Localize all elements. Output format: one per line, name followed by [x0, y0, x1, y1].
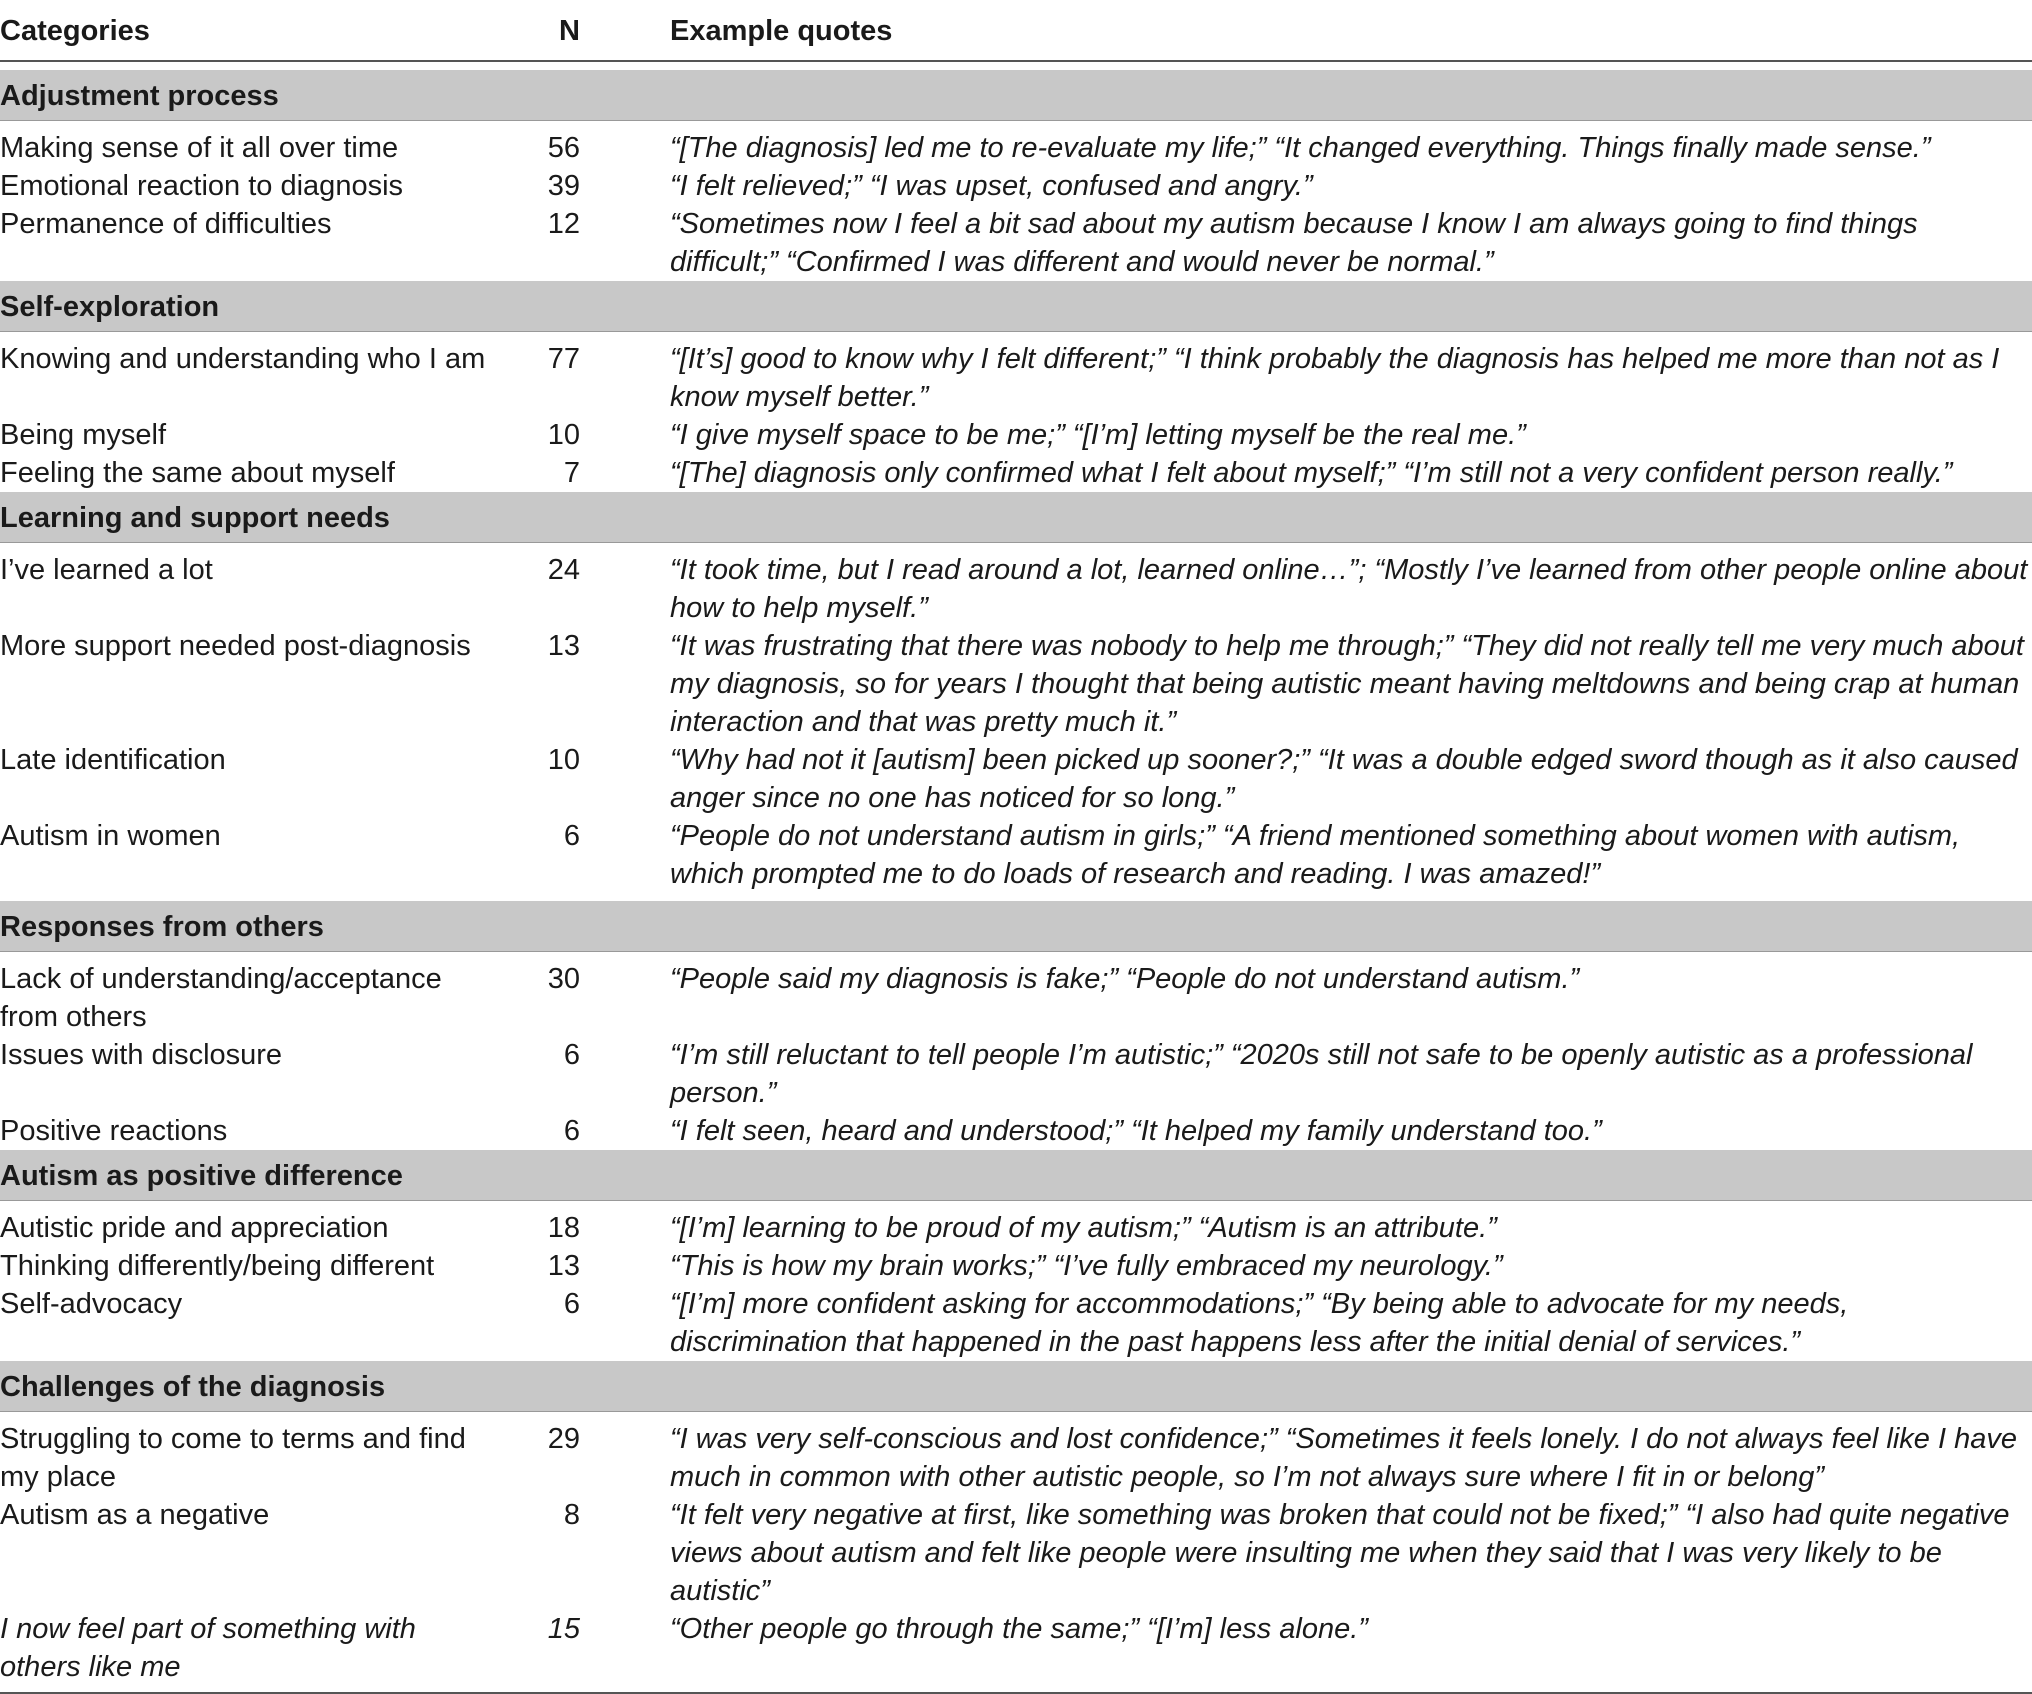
- n-cell: 10: [547, 744, 580, 776]
- section-title: Adjustment process: [0, 70, 2032, 121]
- table-row: [0, 129, 2032, 167]
- n-cell: 12: [547, 208, 580, 240]
- header-example-quotes: Example quotes: [670, 0, 2032, 61]
- section-title: Responses from others: [0, 901, 2032, 952]
- section-title: Autism as positive difference: [0, 1150, 2032, 1201]
- quote-cell: “People said my diagnosis is fake;” “People do not understand autism.”: [670, 963, 1580, 995]
- n-cell: 77: [547, 343, 580, 375]
- quote-cell: “[The] diagnosis only confirmed what I felt about myself;” “I’m still not a very confident person really.”: [670, 457, 1953, 489]
- category-cell: Late identification: [0, 744, 226, 776]
- quote-cell: “I give myself space to be me;” “[I’m] letting myself be the real me.”: [670, 419, 1526, 451]
- section-header: [0, 1361, 2032, 1412]
- category-cell: More support needed post-diagnosis: [0, 630, 471, 662]
- quote-cell: “It took time, but I read around a lot, learned online…”; “Mostly I’ve learned from other people online about how to help myself.”: [670, 554, 2028, 624]
- table-row: [0, 817, 2032, 893]
- category-cell: Thinking differently/being different: [0, 1250, 435, 1282]
- n-cell: 6: [563, 820, 580, 852]
- table-row: [0, 1209, 2032, 1247]
- section-title: Learning and support needs: [0, 492, 2032, 543]
- n-cell: 8: [563, 1499, 580, 1531]
- header-row: [0, 0, 2032, 61]
- section-header: [0, 70, 2032, 121]
- section-header: [0, 492, 2032, 543]
- table-row: [0, 627, 2032, 741]
- n-cell: 7: [563, 457, 580, 489]
- n-cell: 56: [547, 132, 580, 164]
- n-cell: 15: [500, 1610, 580, 1693]
- quote-cell: “Other people go through the same;” “[I’m] less alone.”: [670, 1610, 2032, 1693]
- quote-cell: “It felt very negative at first, like something was broken that could not be fixed;” “I also had quite negative views about autism and felt like people were insulting me when they said that I was very likely to be autistic”: [670, 1499, 2010, 1607]
- category-cell: Issues with disclosure: [0, 1039, 283, 1071]
- section-header: [0, 281, 2032, 332]
- quote-cell: “Why had not it [autism] been picked up sooner?;” “It was a double edged sword though as it also caused anger since no one has noticed for so long.”: [670, 744, 2018, 814]
- category-cell: Making sense of it all over time: [0, 132, 399, 164]
- table-row: [0, 1112, 2032, 1150]
- category-cell: Autism as a negative: [0, 1499, 270, 1531]
- category-cell: Lack of understanding/acceptance from others: [0, 963, 442, 1033]
- category-cell: Permanence of difficulties: [0, 208, 332, 240]
- n-cell: 13: [547, 1250, 580, 1282]
- n-cell: 10: [547, 419, 580, 451]
- table-row: [0, 1247, 2032, 1285]
- n-cell: 30: [547, 963, 580, 995]
- quote-cell: “I’m still reluctant to tell people I’m autistic;” “2020s still not safe to be openly autistic as a professional person.”: [670, 1039, 1973, 1109]
- category-cell: Struggling to come to terms and find my place: [0, 1423, 466, 1493]
- category-cell: I now feel part of something with others like me: [0, 1610, 500, 1693]
- category-cell: Knowing and understanding who I am: [0, 343, 486, 375]
- n-cell: 24: [547, 554, 580, 586]
- table-row: [0, 741, 2032, 817]
- section-title: Challenges of the diagnosis: [0, 1361, 2032, 1412]
- n-cell: 6: [563, 1115, 580, 1147]
- header-n: N: [500, 0, 580, 61]
- table-row: [0, 551, 2032, 627]
- quote-cell: “This is how my brain works;” “I’ve fully embraced my neurology.”: [670, 1250, 1503, 1282]
- quote-cell: “I felt relieved;” “I was upset, confused and angry.”: [670, 170, 1313, 202]
- category-cell: Autistic pride and appreciation: [0, 1212, 389, 1244]
- section-title: Self-exploration: [0, 281, 2032, 332]
- table-row: [0, 1610, 2032, 1693]
- category-cell: Feeling the same about myself: [0, 457, 395, 489]
- quote-cell: “[It’s] good to know why I felt different;” “I think probably the diagnosis has helped me more than not as I know myself better.”: [670, 343, 2000, 413]
- table-row: [0, 1036, 2032, 1112]
- quote-cell: “[I’m] more confident asking for accommodations;” “By being able to advocate for my needs, discrimination that happened in the past happens less after the initial denial of services.”: [670, 1288, 1849, 1358]
- table-row: [0, 1420, 2032, 1496]
- table-row: [0, 1285, 2032, 1361]
- quote-cell: “I was very self-conscious and lost confidence;” “Sometimes it feels lonely. I do not always feel like I have much in common with other autistic people, so I’m not always sure where I fit in or belong”: [670, 1423, 2017, 1493]
- quote-cell: “I felt seen, heard and understood;” “It helped my family understand too.”: [670, 1115, 1602, 1147]
- n-cell: 6: [563, 1039, 580, 1071]
- table-row: [0, 1496, 2032, 1610]
- category-cell: Self-advocacy: [0, 1288, 183, 1320]
- table-row: [0, 454, 2032, 492]
- quote-cell: “People do not understand autism in girls;” “A friend mentioned something about women with autism, which prompted me to do loads of research and reading. I was amazed!”: [670, 820, 1961, 890]
- n-cell: 18: [547, 1212, 580, 1244]
- quote-cell: “[The diagnosis] led me to re-evaluate my life;” “It changed everything. Things finally made sense.”: [670, 132, 1931, 164]
- header-categories: Categories: [0, 0, 500, 61]
- category-cell: Autism in women: [0, 820, 221, 852]
- table-row: [0, 205, 2032, 281]
- category-cell: Positive reactions: [0, 1115, 228, 1147]
- table-row: [0, 167, 2032, 205]
- category-cell: Emotional reaction to diagnosis: [0, 170, 404, 202]
- category-cell: I’ve learned a lot: [0, 554, 213, 586]
- n-cell: 39: [547, 170, 580, 202]
- n-cell: 13: [547, 630, 580, 662]
- n-cell: 29: [547, 1423, 580, 1455]
- section-header: [0, 1150, 2032, 1201]
- table-row: [0, 416, 2032, 454]
- quote-cell: “Sometimes now I feel a bit sad about my autism because I know I am always going to find things difficult;” “Confirmed I was different and would never be normal.”: [670, 208, 1918, 278]
- quote-cell: “[I’m] learning to be proud of my autism;” “Autism is an attribute.”: [670, 1212, 1497, 1244]
- quote-cell: “It was frustrating that there was nobody to help me through;” “They did not really tell me very much about my diagnosis, so for years I thought that being autistic meant having meltdowns and being crap at human interaction and that was pretty much it.”: [670, 630, 2024, 738]
- table-row: [0, 960, 2032, 1036]
- n-cell: 6: [563, 1288, 580, 1320]
- table-row: [0, 340, 2032, 416]
- category-cell: Being myself: [0, 419, 167, 451]
- section-header: [0, 901, 2032, 952]
